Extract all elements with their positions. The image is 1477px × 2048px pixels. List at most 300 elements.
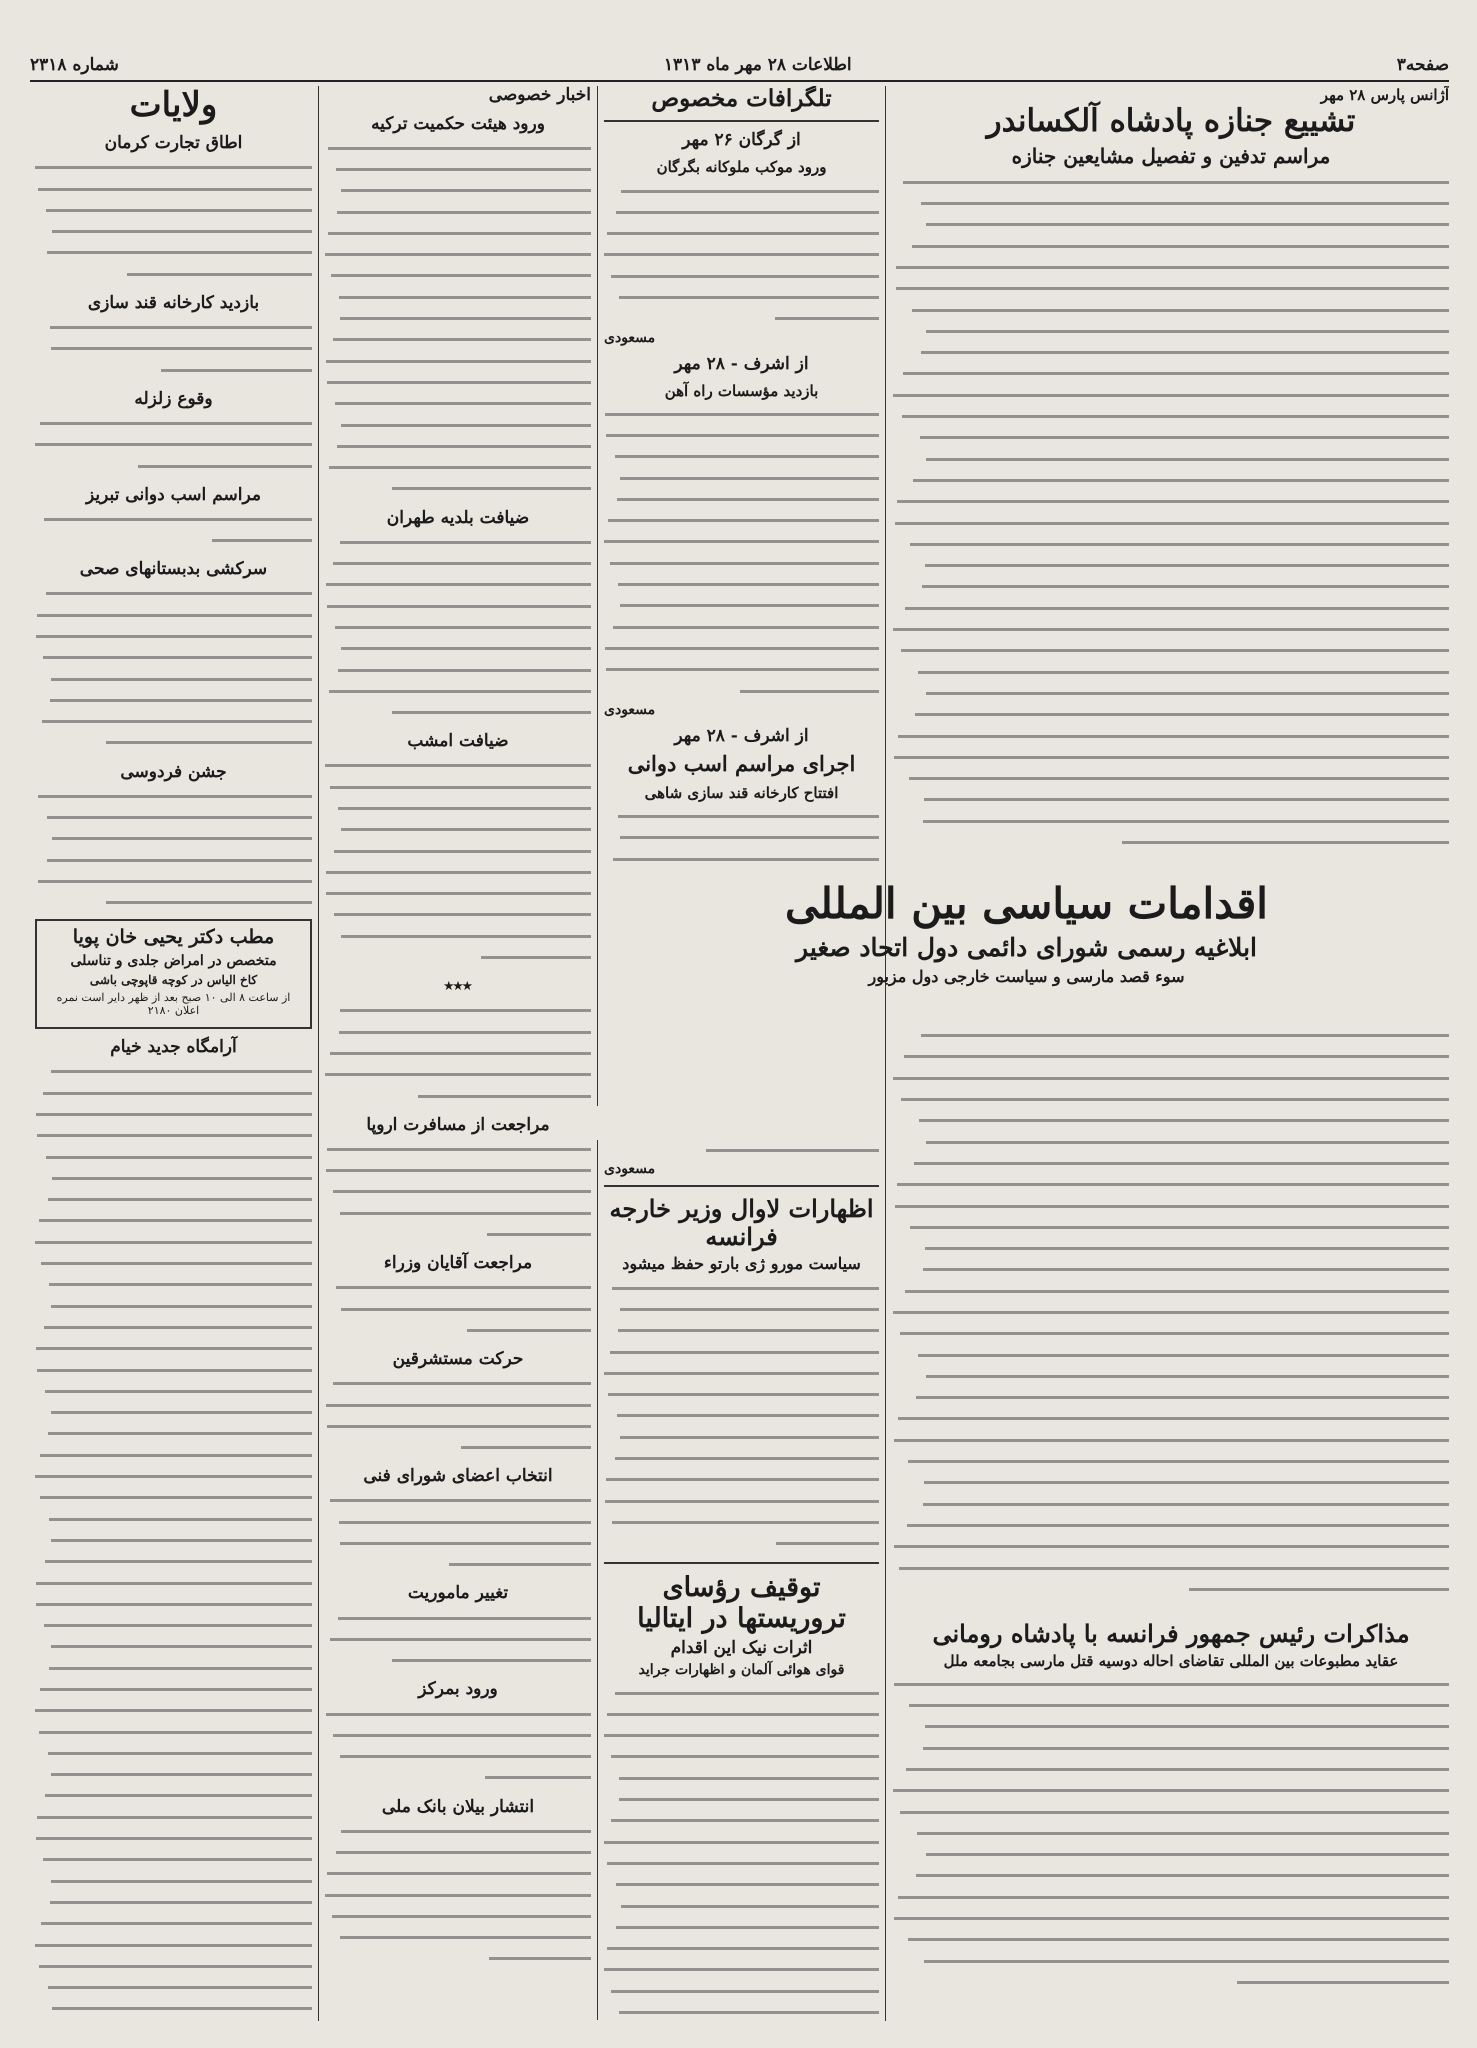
text-line <box>35 1232 312 1253</box>
text-line <box>604 827 879 848</box>
text-line <box>35 850 312 871</box>
text-line <box>325 1725 591 1746</box>
text-line <box>604 1789 879 1810</box>
text-line <box>35 647 312 668</box>
item-title: حرکت مستشرقین <box>392 1349 524 1370</box>
text-line <box>893 1494 1449 1515</box>
text-line <box>325 393 591 414</box>
text-line <box>35 1296 312 1317</box>
text-line <box>893 1536 1449 1557</box>
text-line <box>604 467 879 488</box>
text-line <box>893 619 1449 640</box>
text-line <box>604 1832 879 1853</box>
text-line <box>35 1807 312 1828</box>
column-rule <box>597 86 598 1106</box>
dateline: از اشرف - ۲۸ مهر <box>674 725 809 746</box>
text-line <box>35 1892 312 1913</box>
text-line <box>35 1743 312 1764</box>
text-line <box>325 223 591 244</box>
text-line <box>604 1768 879 1789</box>
text-line <box>893 299 1449 320</box>
big-subheadline: ابلاغیه رسمی شورای دائمی دول اتحاد صغیر <box>796 933 1257 963</box>
item-title: انتشار بیلان بانک ملی <box>381 1796 535 1817</box>
text-line <box>35 583 312 604</box>
text-line <box>604 1895 879 1916</box>
subheadline: مراسم تدفین و تفصیل مشایعین جنازه <box>1011 143 1331 168</box>
text-line <box>604 1469 879 1490</box>
text-line <box>325 329 591 350</box>
text-line <box>325 1139 591 1160</box>
text-line <box>604 1405 879 1426</box>
dateline: از اشرف - ۲۸ مهر <box>674 353 809 374</box>
text-line <box>35 1636 312 1657</box>
item-title: سرکشی بدبستانهای صحی <box>79 559 268 580</box>
text-line <box>893 1929 1449 1950</box>
text-line <box>893 1695 1449 1716</box>
text-line <box>604 425 879 446</box>
text-line <box>35 1956 312 1977</box>
text-line <box>893 1387 1449 1408</box>
text-line <box>893 1801 1449 1822</box>
ad-line: کاخ الیاس در کوچه قاپوچی باشی <box>89 973 258 988</box>
text-line <box>325 201 591 222</box>
text-line <box>325 1394 591 1415</box>
text-line <box>35 1466 312 1487</box>
text-line <box>893 363 1449 384</box>
text-line <box>893 704 1449 725</box>
laval-headline: اظهارات لاوال وزیر خارجه فرانسه <box>609 1194 874 1251</box>
text-line <box>893 1759 1449 1780</box>
article-body <box>893 172 1449 854</box>
text-line <box>35 2020 312 2021</box>
text-line <box>325 1554 591 1575</box>
text-line <box>893 449 1449 470</box>
text-line <box>325 1607 591 1628</box>
text-line <box>35 1445 312 1466</box>
text-line <box>35 786 312 807</box>
text-line <box>325 1948 591 1969</box>
text-line <box>604 1810 879 1831</box>
text-line <box>325 457 591 478</box>
text-line <box>604 1704 879 1725</box>
text-line <box>325 904 591 925</box>
text-line <box>604 446 879 467</box>
text-line <box>604 1682 879 1703</box>
text-line <box>325 1927 591 1948</box>
text-line <box>893 1908 1449 1929</box>
item-title: ورود بمرکز <box>418 1679 498 1700</box>
text-line <box>893 406 1449 427</box>
text-line <box>325 244 591 265</box>
text-line <box>35 807 312 828</box>
text-line <box>893 427 1449 448</box>
advertisement-box <box>35 919 312 1029</box>
text-line <box>325 883 591 904</box>
text-line <box>35 1210 312 1231</box>
text-line <box>35 1572 312 1593</box>
column-rule <box>318 86 319 2021</box>
column-lower-middle <box>604 1140 879 2020</box>
text-line <box>893 1716 1449 1737</box>
text-line <box>35 242 312 263</box>
text-line <box>35 1551 312 1572</box>
terrorists-subheadline-2: قوای هوائی آلمان و اظهارات جراید <box>638 1662 845 1679</box>
ad-line: از ساعت ۸ الی ۱۰ صبح بعد از ظهر دایر است نمره اعلان ۲۱۸۰ <box>56 991 291 1018</box>
text-line <box>325 595 591 616</box>
text-line <box>325 436 591 457</box>
item-title: ضیافت امشب <box>407 731 509 752</box>
text-line <box>325 265 591 286</box>
text-line <box>35 264 312 285</box>
item-title: انتخاب اعضای شورای فنی <box>363 1466 553 1487</box>
text-line <box>325 681 591 702</box>
text-line <box>325 947 591 968</box>
text-line <box>893 1887 1449 1908</box>
ad-title: مطب دکتر یحیی خان پویا <box>72 926 275 949</box>
signature: مسعودی <box>604 1161 656 1178</box>
text-line <box>893 342 1449 363</box>
page-header <box>30 50 1449 82</box>
text-line <box>893 236 1449 257</box>
text-line <box>35 605 312 626</box>
text-line <box>325 777 591 798</box>
article-bottom-right <box>893 1620 1449 2020</box>
item-title: تغییر ماموریت <box>407 1583 509 1604</box>
text-line <box>325 840 591 861</box>
text-line <box>893 1557 1449 1578</box>
text-line <box>604 1341 879 1362</box>
text-line <box>325 351 591 372</box>
text-line <box>893 1451 1449 1472</box>
text-line <box>35 413 312 434</box>
text-line <box>35 1508 312 1529</box>
text-line <box>604 1140 879 1161</box>
text-line <box>35 509 312 530</box>
text-line <box>35 690 312 711</box>
text-line <box>604 1384 879 1405</box>
text-line <box>35 1146 312 1167</box>
text-line <box>893 555 1449 576</box>
text-line <box>893 534 1449 555</box>
text-line <box>325 372 591 393</box>
text-line <box>35 1913 312 1934</box>
text-line <box>325 659 591 680</box>
text-line <box>604 1277 879 1298</box>
text-line <box>604 638 879 659</box>
text-line <box>325 553 591 574</box>
column-right <box>893 86 1449 881</box>
text-line <box>604 1512 879 1533</box>
text-line <box>893 1068 1449 1089</box>
text-line <box>325 1842 591 1863</box>
text-line <box>325 1512 591 1533</box>
text-line <box>35 1700 312 1721</box>
text-line <box>604 1448 879 1469</box>
provinces-headline: ولایات <box>129 86 218 125</box>
text-line <box>325 1299 591 1320</box>
text-line <box>35 892 312 913</box>
text-line <box>325 638 591 659</box>
text-line <box>604 1533 879 1554</box>
separator: ٭٭٭ <box>444 976 472 997</box>
text-line <box>893 1430 1449 1451</box>
text-line <box>325 287 591 308</box>
text-line <box>35 1679 312 1700</box>
item-title: مراسم اسب دوانی تبریز <box>86 484 261 505</box>
text-line <box>893 661 1449 682</box>
item-title: ورود هیئت حکمیت ترکیه <box>371 113 545 134</box>
text-line <box>35 338 312 359</box>
text-line <box>604 1299 879 1320</box>
text-line <box>325 755 591 776</box>
text-line <box>35 455 312 476</box>
text-line <box>325 1203 591 1224</box>
text-line <box>893 491 1449 512</box>
text-line <box>35 317 312 338</box>
text-line <box>325 1533 591 1554</box>
column-private-news <box>325 86 591 2021</box>
issue-date: اطلاعات ۲۸ مهر ماه ۱۳۱۳ <box>663 55 852 75</box>
text-line <box>35 1615 312 1636</box>
dateline: از گرگان ۲۶ مهر <box>682 130 801 151</box>
text-line <box>604 1363 879 1384</box>
text-line <box>35 200 312 221</box>
text-line <box>325 1821 591 1842</box>
text-line <box>604 308 879 329</box>
dateline: آژانس پارس ۲۸ مهر <box>1320 86 1449 104</box>
text-line <box>325 1373 591 1394</box>
text-line <box>893 1780 1449 1801</box>
item-title: افتتاح کارخانه قند سازی شاهی <box>644 783 839 802</box>
text-line <box>35 1359 312 1380</box>
text-line <box>35 1594 312 1615</box>
text-line <box>35 732 312 753</box>
text-line <box>35 1934 312 1955</box>
text-line <box>604 510 879 531</box>
text-line <box>35 157 312 178</box>
text-line <box>893 683 1449 704</box>
text-line <box>35 1083 312 1104</box>
article-body-right <box>893 1025 1449 1615</box>
telegrams-headline: تلگرافات مخصوص <box>651 86 832 112</box>
text-line <box>325 1224 591 1245</box>
text-line <box>325 798 591 819</box>
text-line <box>35 1338 312 1359</box>
text-line <box>604 1490 879 1511</box>
text-line <box>325 1181 591 1202</box>
text-line <box>893 193 1449 214</box>
item-headline: اجرای مراسم اسب دوانی <box>627 750 856 776</box>
text-line <box>893 832 1449 853</box>
text-line <box>325 1884 591 1905</box>
text-line <box>35 1764 312 1785</box>
text-line <box>893 257 1449 278</box>
text-line <box>893 598 1449 619</box>
text-line <box>893 1823 1449 1844</box>
text-line <box>35 711 312 732</box>
text-line <box>893 1131 1449 1152</box>
text-line <box>35 1317 312 1338</box>
text-line <box>325 1064 591 1085</box>
text-line <box>35 1061 312 1082</box>
wide-headline-block <box>604 880 1449 1020</box>
text-line <box>35 1658 312 1679</box>
text-line <box>35 1998 312 2019</box>
text-line <box>604 1320 879 1341</box>
item-title: ورود موکب ملوکانه بگرگان <box>656 158 827 177</box>
text-line <box>325 478 591 499</box>
text-line <box>604 848 879 869</box>
text-line <box>325 819 591 840</box>
text-line <box>893 1344 1449 1365</box>
text-line <box>893 1366 1449 1387</box>
item-title: وقوع زلزله <box>134 388 213 409</box>
signature: مسعودی <box>604 329 656 346</box>
text-line <box>325 1022 591 1043</box>
text-line <box>325 862 591 883</box>
text-line <box>604 1746 879 1767</box>
text-line <box>604 595 879 616</box>
text-line <box>893 640 1449 661</box>
text-line <box>35 1381 312 1402</box>
item-title: بازدید مؤسسات راه آهن <box>664 381 819 400</box>
text-line <box>325 532 591 553</box>
text-line <box>325 1906 591 1927</box>
text-line <box>325 414 591 435</box>
text-line <box>35 1849 312 1870</box>
text-line <box>325 1650 591 1671</box>
column-rule <box>597 1140 598 2020</box>
signature: مسعودی <box>604 701 656 718</box>
text-line <box>325 1277 591 1298</box>
headline: تشییع جنازه پادشاه آلکساندر <box>986 103 1356 139</box>
text-line <box>604 680 879 701</box>
text-line <box>325 159 591 180</box>
text-line <box>35 1253 312 1274</box>
text-line <box>35 1189 312 1210</box>
item-title: مراجعت آقایان وزراء <box>383 1253 533 1274</box>
text-line <box>604 531 879 552</box>
text-line <box>325 1043 591 1064</box>
bottom-headline: مذاکرات رئیس جمهور فرانسه با پادشاه رومانی <box>932 1620 1410 1648</box>
text-line <box>893 1046 1449 1067</box>
text-line <box>325 180 591 201</box>
column-provinces <box>35 86 312 2021</box>
text-line <box>893 470 1449 491</box>
text-line <box>604 1938 879 1959</box>
column-telegrams <box>604 86 879 876</box>
text-line <box>893 278 1449 299</box>
text-line <box>604 1959 879 1980</box>
text-line <box>35 434 312 455</box>
text-line <box>893 768 1449 789</box>
text-line <box>604 1725 879 1746</box>
text-line <box>325 617 591 638</box>
text-line <box>35 1785 312 1806</box>
text-line <box>604 180 879 201</box>
text-line <box>35 1977 312 1998</box>
text-line <box>325 702 591 723</box>
text-line <box>604 266 879 287</box>
text-line <box>893 1865 1449 1886</box>
text-line <box>35 1402 312 1423</box>
text-line <box>893 172 1449 193</box>
text-line <box>325 1863 591 1884</box>
text-line <box>35 359 312 380</box>
text-line <box>893 1323 1449 1344</box>
text-line <box>35 1487 312 1508</box>
text-line <box>604 659 879 680</box>
text-line <box>325 1320 591 1341</box>
issue-number: شماره ۲۳۱۸ <box>30 55 119 75</box>
text-line <box>325 1490 591 1511</box>
text-line <box>35 1871 312 1892</box>
text-line <box>893 214 1449 235</box>
bottom-subheadline: عقاید مطبوعات بین المللی تقاضای احاله دوسیه قتل مارسی بجامعه ملل <box>943 1651 1399 1670</box>
text-line <box>604 1853 879 1874</box>
text-line <box>325 1416 591 1437</box>
text-line <box>893 385 1449 406</box>
text-line <box>893 321 1449 342</box>
text-line <box>893 1195 1449 1216</box>
text-line <box>893 1408 1449 1429</box>
text-line <box>325 1000 591 1021</box>
text-line <box>35 221 312 242</box>
text-line <box>604 404 879 425</box>
text-line <box>325 1085 591 1106</box>
text-line <box>604 489 879 510</box>
text-line <box>604 202 879 223</box>
terrorists-subheadline: اثرات نیک این اقدام <box>670 1638 813 1659</box>
text-line <box>893 1089 1449 1110</box>
text-line <box>604 244 879 265</box>
text-line <box>325 1160 591 1181</box>
text-line <box>893 1281 1449 1302</box>
text-line <box>604 616 879 637</box>
text-line <box>604 870 879 876</box>
text-line <box>893 1302 1449 1323</box>
text-line <box>893 1472 1449 1493</box>
text-line <box>893 1174 1449 1195</box>
text-line <box>604 806 879 827</box>
text-line <box>35 530 312 551</box>
text-line <box>35 178 312 199</box>
text-line <box>35 1104 312 1125</box>
text-line <box>35 1423 312 1444</box>
text-line <box>604 574 879 595</box>
text-line <box>893 1737 1449 1758</box>
big-headline: اقدامات سیاسی بین المللی <box>785 880 1268 928</box>
terrorists-headline: توقیف رؤسای تروریستها در ایتالیا <box>637 1572 846 1635</box>
text-line <box>893 1844 1449 1865</box>
text-line <box>893 1025 1449 1046</box>
text-line <box>35 1125 312 1146</box>
text-line <box>893 747 1449 768</box>
text-line <box>604 1427 879 1448</box>
ad-line: متخصص در امراض جلدی و تناسلی <box>70 953 277 970</box>
text-line <box>35 1721 312 1742</box>
text-line <box>325 1703 591 1724</box>
big-subheadline-2: سوء قصد مارسی و سیاست خارجی دول مزبور <box>868 967 1185 987</box>
text-line <box>893 1674 1449 1695</box>
text-line <box>893 1950 1449 1971</box>
private-news-headline: اخبار خصوصی <box>488 86 591 105</box>
text-line <box>325 926 591 947</box>
text-line <box>325 1437 591 1458</box>
text-line <box>893 725 1449 746</box>
text-line <box>35 1274 312 1295</box>
text-line <box>893 1153 1449 1174</box>
